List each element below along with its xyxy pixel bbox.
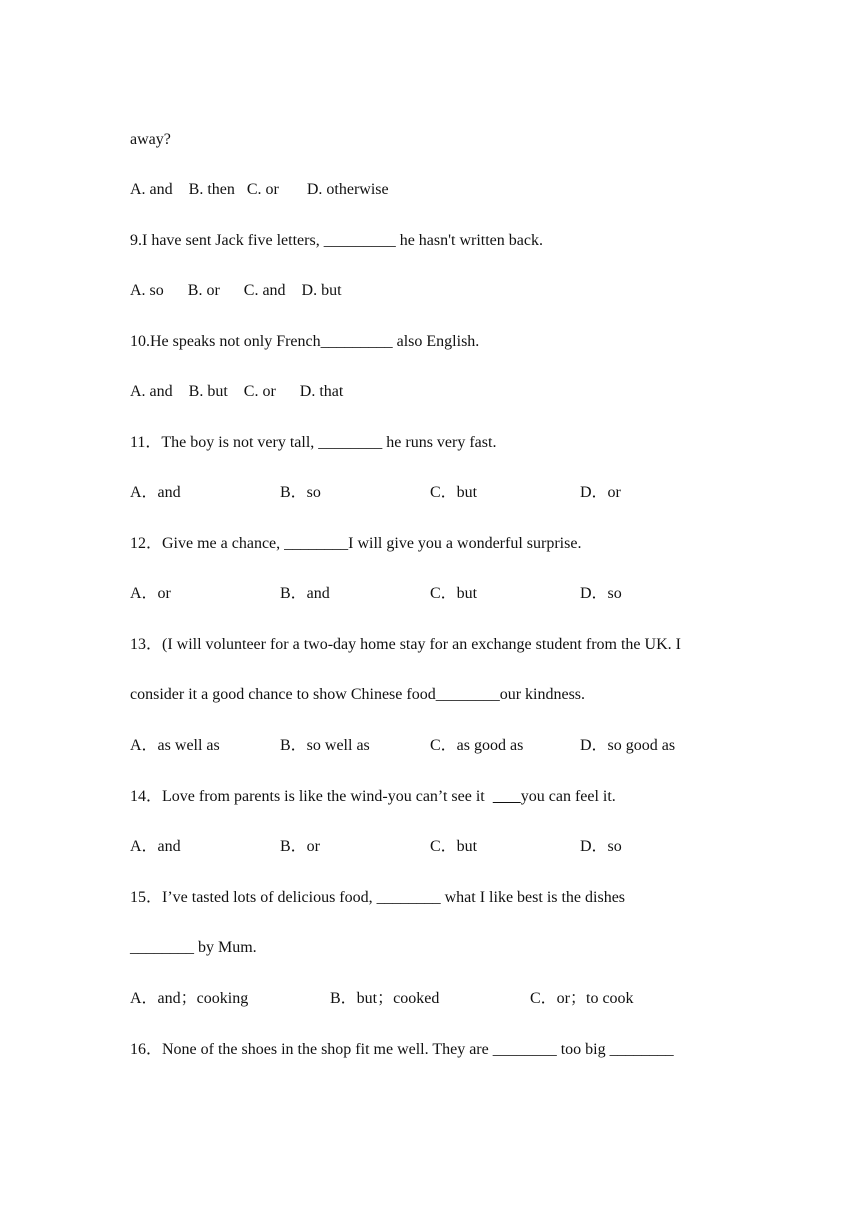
question-14-blank [493, 788, 521, 805]
question-15-line2: ________ by Mum. [130, 939, 257, 956]
options-q9: A. so B. or C. and D. but [130, 282, 342, 299]
option-q11-b: B．so [280, 484, 321, 501]
option-q12-b: B．and [280, 585, 330, 602]
option-q14-d: D．so [580, 838, 622, 855]
question-14-text: 14．Love from parents is like the wind-you can’t see it [130, 788, 493, 805]
option-q15-a: A．and；cooking [130, 990, 249, 1007]
option-q11-a: A．and [130, 484, 181, 501]
option-q12-d: D．so [580, 585, 622, 602]
option-q14-c: C．but [430, 838, 478, 855]
option-q11-d: D．or [580, 484, 621, 501]
options-q8: A. and B. then C. or D. otherwise [130, 181, 389, 198]
question-9: 9.I have sent Jack five letters, _________ he hasn't written back. [130, 232, 543, 249]
question-14-end: you can feel it. [520, 788, 616, 805]
option-q15-b: B．but；cooked [330, 990, 440, 1007]
question-13-line2: consider it a good chance to show Chinese food________our kindness. [130, 686, 586, 703]
question-12: 12．Give me a chance, ________I will give you a wonderful surprise. [130, 535, 582, 552]
option-q11-c: C．but [430, 484, 478, 501]
question-13-line1: 13．(I will volunteer for a two-day home stay for an exchange student from the UK. I [130, 636, 681, 653]
question-14 [130, 787, 616, 807]
option-q14-b: B．or [280, 838, 321, 855]
question-11: 11．The boy is not very tall, ________ he runs very fast. [130, 434, 497, 451]
question-10: 10.He speaks not only French_________ also English. [130, 333, 480, 350]
option-q13-d: D．so good as [580, 737, 676, 754]
option-q13-c: C．as good as [430, 737, 524, 754]
options-q10: A. and B. but C. or D. that [130, 383, 344, 400]
question-16: 16．None of the shoes in the shop fit me well. They are ________ too big ________ [130, 1041, 674, 1058]
option-q12-a: A．or [130, 585, 171, 602]
option-q15-c: C．or；to cook [530, 990, 634, 1007]
line-away: away? [130, 131, 171, 148]
option-q13-b: B．so well as [280, 737, 370, 754]
option-q12-c: C．but [430, 585, 478, 602]
option-q14-a: A．and [130, 838, 181, 855]
option-q13-a: A．as well as [130, 737, 220, 754]
question-15-line1: 15．I’ve tasted lots of delicious food, ________ what I like best is the dishes [130, 889, 626, 906]
